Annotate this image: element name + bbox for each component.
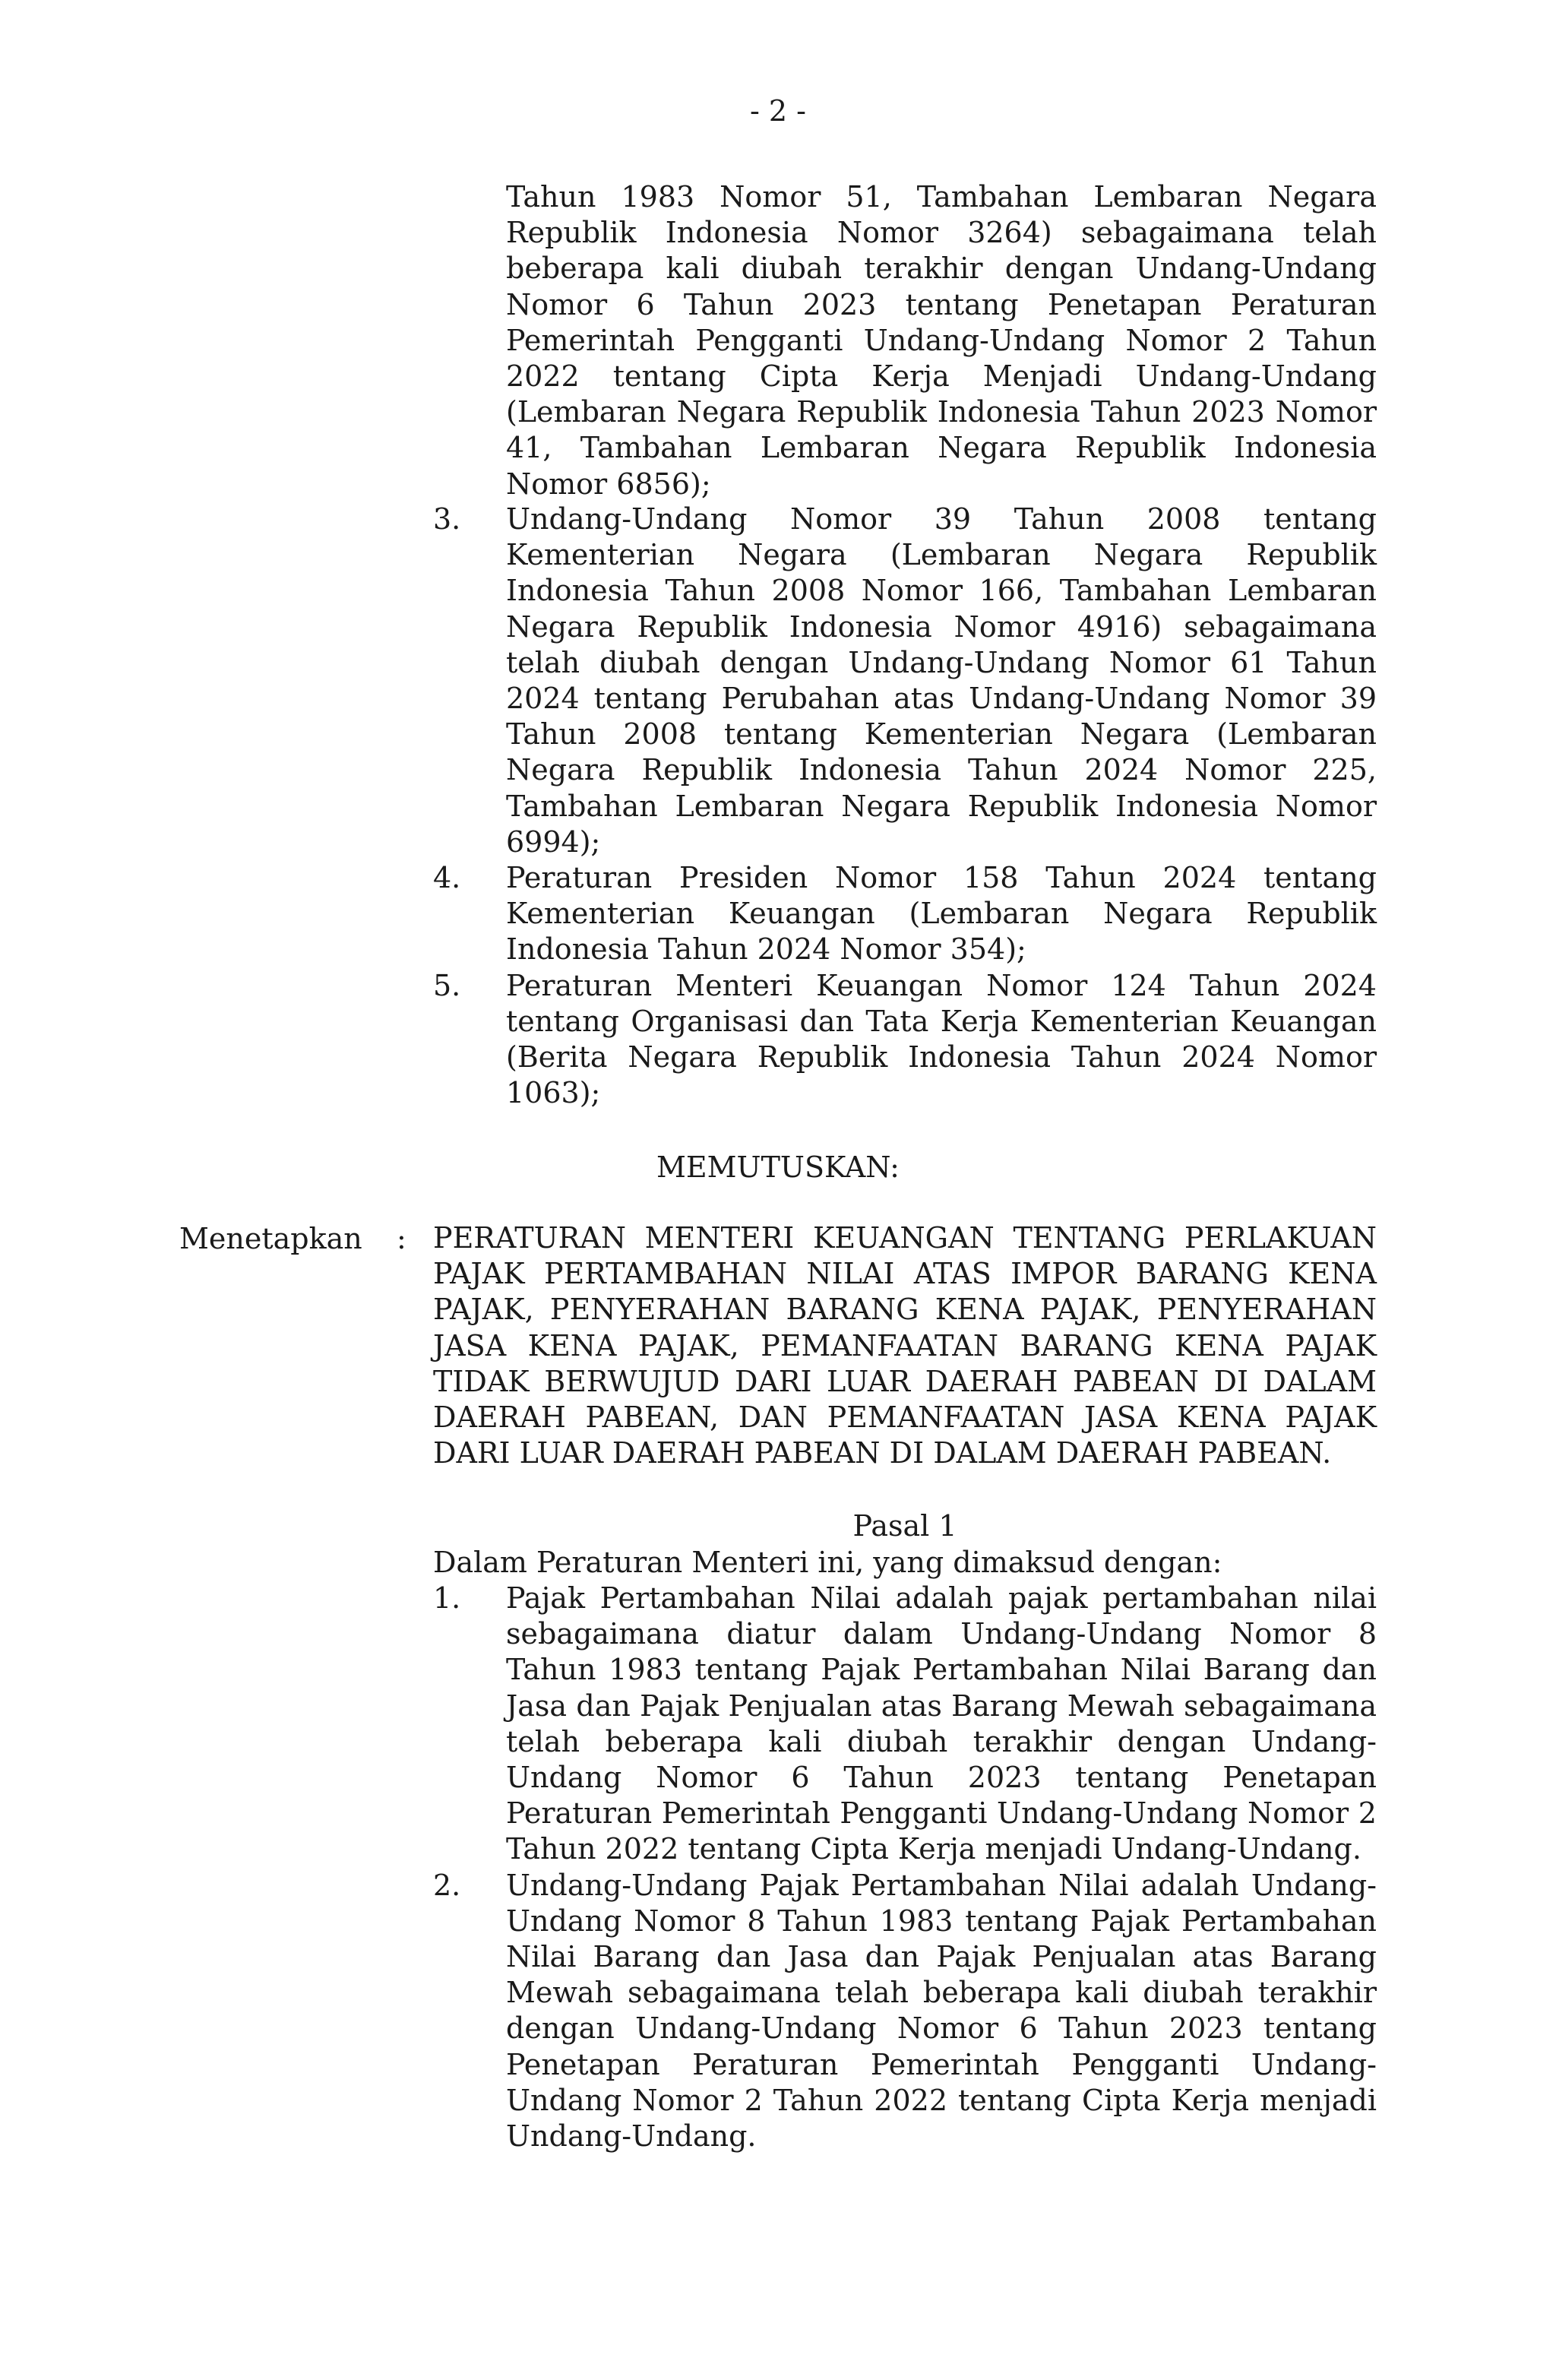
list-item	[433, 1868, 1377, 2155]
list-text: Undang-Undang Pajak Pertambahan Nilai adalah Undang-Undang Nomor 8 Tahun 1983 tentang Pajak Pertambahan Nilai Barang dan Jasa dan Pajak Penjualan atas Barang Mewah sebagaimana telah beberapa kali diubah terakhir dengan Undang-Undang Nomor 6 Tahun 2023 tentang Penetapan Peraturan Pemerintah Pengganti Undang-Undang Nomor 2 Tahun 2022 tentang Cipta Kerja menjadi Undang-Undang.	[506, 1868, 1377, 2154]
decision-label: Menetapkan	[179, 1222, 362, 1255]
list-number: 5.	[433, 968, 461, 1002]
list-item	[433, 1581, 1377, 1868]
list-number: 1.	[433, 1581, 461, 1615]
article-intro: Dalam Peraturan Menteri ini, yang dimaksud dengan:	[433, 1546, 1222, 1579]
page-number: - 2 -	[749, 94, 806, 128]
decision-text: PERATURAN MENTERI KEUANGAN TENTANG PERLAKUAN PAJAK PERTAMBAHAN NILAI ATAS IMPOR BARANG KENA PAJAK, PENYERAHAN BARANG KENA PAJAK, PENYERAHAN JASA KENA PAJAK, PEMANFAATAN BARANG KENA PAJAK TIDAK BERWUJUD DARI LUAR DAERAH PABEAN DI DALAM DAERAH PABEAN, DAN PEMANFAATAN JASA KENA PAJAK DARI LUAR DAERAH PABEAN DI DALAM DAERAH PABEAN.	[433, 1221, 1377, 1470]
list-item	[433, 502, 1377, 860]
list-text: Pajak Pertambahan Nilai adalah pajak pertambahan nilai sebagaimana diatur dalam Undang-Undang Nomor 8 Tahun 1983 tentang Pajak Pertambahan Nilai Barang dan Jasa dan Pajak Penjualan atas Barang Mewah sebagaimana telah beberapa kali diubah terakhir dengan Undang-Undang Nomor 6 Tahun 2023 tentang Penetapan Peraturan Pemerintah Pengganti Undang-Undang Nomor 2 Tahun 2022 tentang Cipta Kerja menjadi Undang-Undang.	[506, 1581, 1377, 1866]
list-number: 3.	[433, 502, 461, 536]
considerations-list	[433, 502, 1377, 1111]
list-text: Undang-Undang Nomor 39 Tahun 2008 tentang Kementerian Negara (Lembaran Negara Republik Indonesia Tahun 2008 Nomor 166, Tambahan Lembaran Negara Republik Indonesia Nomor 4916) sebagaimana telah diubah dengan Undang-Undang Nomor 61 Tahun 2024 tentang Perubahan atas Undang-Undang Nomor 39 Tahun 2008 tentang Kementerian Negara (Lembaran Negara Republik Indonesia Tahun 2024 Nomor 225, Tambahan Lembaran Negara Republik Indonesia Nomor 6994);	[506, 502, 1377, 859]
article-title: Pasal 1	[852, 1509, 957, 1543]
list-item	[433, 968, 1377, 1112]
list-number: 4.	[433, 861, 461, 895]
list-text: Peraturan Presiden Nomor 158 Tahun 2024 tentang Kementerian Keuangan (Lembaran Negara Republik Indonesia Tahun 2024 Nomor 354);	[506, 861, 1377, 967]
list-item	[433, 860, 1377, 968]
definitions-list	[433, 1581, 1377, 2154]
list-number: 2.	[433, 1868, 461, 1902]
continuation-paragraph: Tahun 1983 Nomor 51, Tambahan Lembaran Negara Republik Indonesia Nomor 3264) sebagaimana telah beberapa kali diubah terakhir dengan Undang-Undang Nomor 6 Tahun 2023 tentang Penetapan Peraturan Pemerintah Pengganti Undang-Undang Nomor 2 Tahun 2022 tentang Cipta Kerja Menjadi Undang-Undang (Lembaran Negara Republik Indonesia Tahun 2023 Nomor 41, Tambahan Lembaran Negara Republik Indonesia Nomor 6856);	[506, 180, 1377, 501]
decision-heading: MEMUTUSKAN:	[656, 1150, 900, 1184]
decision-colon: :	[397, 1222, 406, 1255]
list-text: Peraturan Menteri Keuangan Nomor 124 Tahun 2024 tentang Organisasi dan Tata Kerja Kementerian Keuangan (Berita Negara Republik Indonesia Tahun 2024 Nomor 1063);	[506, 968, 1377, 1110]
